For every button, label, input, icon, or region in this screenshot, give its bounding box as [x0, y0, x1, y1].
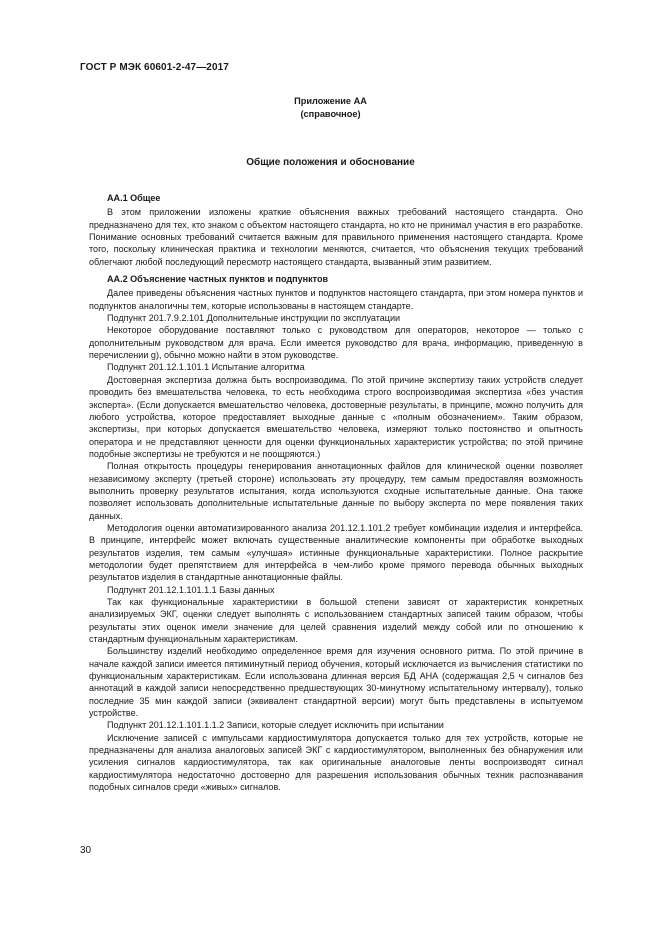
standard-header: ГОСТ Р МЭК 60601-2-47—2017	[80, 62, 229, 73]
paragraph: Большинству изделий необходимо определенное время для изучения основного ритма. По этой причине в начале каждой записи имеется пятиминутный период обучения, который исключается из вычисления статистики по функциональным характеристикам. Если использована длинная версия БД АНА (содержащая 2,5 ч сигналов без аннотаций в каждой записи непосредственно предшествующих 30-минутному испытательному интервалу), только последние 35 мин каждой записи (эквивалент стандартной версии) могут быть представлены в испытуемом устройстве.	[89, 646, 583, 719]
page-number: 30	[80, 845, 92, 856]
paragraph: Далее приведены объяснения частных пунктов и подпунктов настоящего стандарта, при этом номера пунктов и подпунктов аналогичны тем, которые использованы в настоящем стандарте.	[89, 288, 583, 311]
paragraph: В этом приложении изложены краткие объяснения важных требований настоящего стандарта. Оно предназначено для тех, кто знаком с объектом настоящего стандарта, но кто не принимал участия в его разработке. Понимание основных требований считается важным для правильного применения настоящего стандарта. Кроме того, поскольку клиническая практика и технологии меняются, считается, что объяснения текущих требований облегчают любой последующий пересмотр настоящего стандарта, вызванный этим развитием.	[89, 207, 583, 267]
paragraph: Достоверная экспертиза должна быть воспроизводима. По этой причине экспертизу таких устройств следует проводить без вмешательства человека, то есть необходима строго воспроизводимая экспертиза «без участия эксперта». (Если допускается вмешательство человека, достоверные результаты, в принципе, можно получить для любого устройства, которое предоставляет выходные данные с «полным обозначением». Таким образом, экспертизы, при которых допускается вмешательство человека, измеряют только постоянство и опытность оператора и не представляют ценности для оценки функциональных характеристик устройства; по этой причине подобные экспертизы не требуются и не поощряются.)	[89, 374, 583, 459]
section-title: Общие положения и обоснование	[246, 157, 415, 168]
subsection-heading-aa1: АА.1 Общее	[107, 193, 161, 203]
clause-reference: Подпункт 201.12.1.101.1 Испытание алгоритма	[107, 362, 305, 373]
clause-reference: Подпункт 201.12.1.101.1.1.2 Записи, которые следует исключить при испытании	[107, 720, 444, 731]
annex-title: Приложение АА	[294, 96, 367, 106]
subsection-heading-aa2: АА.2 Объяснение частных пунктов и подпунктов	[107, 274, 329, 285]
clause-reference: Подпункт 201.7.9.2.101 Дополнительные инструкции по эксплуатации	[107, 313, 401, 324]
paragraph: Исключение записей с импульсами кардиостимулятора допускается только для тех устройств, которые не предназначены для анализа аналоговых записей ЭКГ с кардиостимулятором, выполненных без обнаружения или усиления сигналов кардиостимулятора, так как оригинальные аналоговые ленты воспроизводят сигнал кардиостимулятора недостаточно достоверно для разрешения использования обычных техник распознавания подобных сигналов среди «живых» сигналов.	[89, 732, 583, 793]
paragraph: Полная открытость процедуры генерирования аннотационных файлов для клинической оценки позволяет независимому эксперту (третьей стороне) использовать эту процедуру, тем самым предоставляя возможность выполнить проверку результатов испытания, когда используются сходные испытательные данные. Она также позволяет использовать дополнительные испытательные данные по выбору эксперта по мере появления таких данных.	[89, 461, 583, 521]
paragraph: Методология оценки автоматизированного анализа 201.12.1.101.2 требует комбинации изделия и интерфейса. В принципе, интерфейс может включать существенные аналитические компоненты при обработке выходных результатов изделия, тем самым «улучшая» истинные функциональные характеристики. Полное раскрытие методологии будет препятствием для интерфейса в чем-либо кроме прямого перевода обычных выходных результатов изделия в стандартные аннотационные файлы.	[89, 522, 583, 583]
paragraph: Некоторое оборудование поставляют только с руководством для операторов, некоторое — только с дополнительным руководством для врача. Если имеется руководство для врача, информацию, приведенную в перечислении g), обычно можно найти в этом руководстве.	[89, 325, 583, 361]
annex-heading	[0, 95, 661, 121]
paragraph: Так как функциональные характеристики в большой степени зависят от характеристик конкретных анализируемых ЭКГ, оценки следует выполнять с использованием стандартных записей таким образом, чтобы результаты этих оценок имели значение для целей сравнения изделий между собой или по отношению к стандартным функциональным характеристикам.	[89, 597, 583, 645]
document-body	[89, 192, 583, 794]
annex-kind: (справочное)	[300, 109, 361, 119]
clause-reference: Подпункт 201.12.1.101.1.1 Базы данных	[107, 584, 275, 595]
